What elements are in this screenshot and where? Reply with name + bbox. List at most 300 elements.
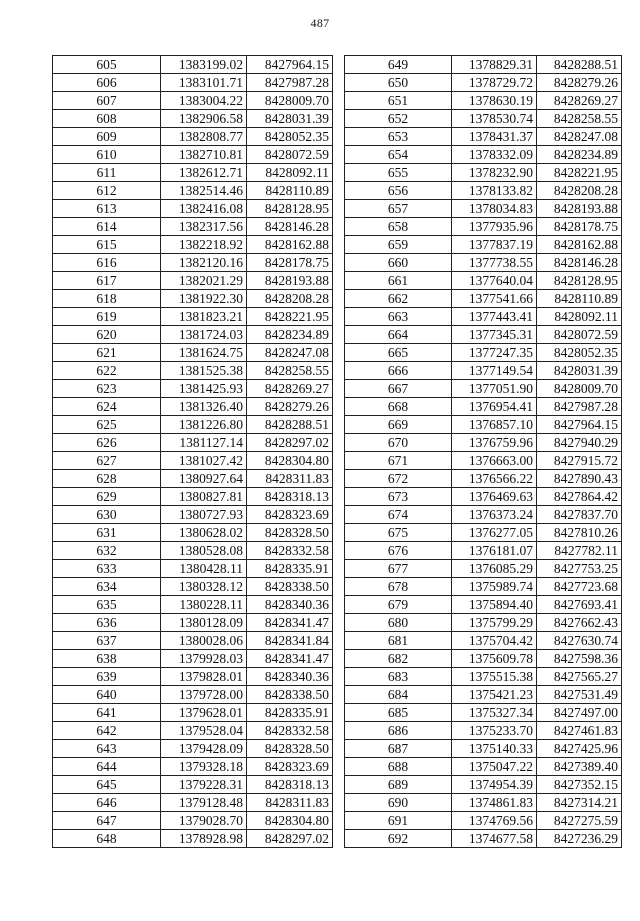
coordinate-y-cell: 8428258.55 xyxy=(247,362,333,380)
coordinate-x-cell: 1382218.92 xyxy=(161,236,247,254)
coordinate-x-cell: 1381027.42 xyxy=(161,452,247,470)
table-row xyxy=(53,434,333,452)
point-number-cell: 674 xyxy=(345,506,452,524)
point-number-cell: 654 xyxy=(345,146,452,164)
table-row xyxy=(345,146,622,164)
coordinate-x-cell: 1380328.12 xyxy=(161,578,247,596)
point-number-cell: 663 xyxy=(345,308,452,326)
point-number-cell: 664 xyxy=(345,326,452,344)
point-number-cell: 618 xyxy=(53,290,161,308)
point-number-cell: 635 xyxy=(53,596,161,614)
point-number-cell: 642 xyxy=(53,722,161,740)
point-number-cell: 657 xyxy=(345,200,452,218)
coordinate-x-cell: 1380628.02 xyxy=(161,524,247,542)
coordinate-y-cell: 8428318.13 xyxy=(247,776,333,794)
coordinate-y-cell: 8428279.26 xyxy=(247,398,333,416)
coordinate-y-cell: 8428332.58 xyxy=(247,542,333,560)
point-number-cell: 641 xyxy=(53,704,161,722)
coordinate-y-cell: 8428052.35 xyxy=(537,344,622,362)
point-number-cell: 645 xyxy=(53,776,161,794)
coordinate-y-cell: 8428052.35 xyxy=(247,128,333,146)
coordinate-y-cell: 8427352.15 xyxy=(537,776,622,794)
coordinate-x-cell: 1381326.40 xyxy=(161,398,247,416)
coordinate-y-cell: 8428221.95 xyxy=(537,164,622,182)
coordinate-x-cell: 1378133.82 xyxy=(452,182,537,200)
coordinate-x-cell: 1383004.22 xyxy=(161,92,247,110)
point-number-cell: 682 xyxy=(345,650,452,668)
point-number-cell: 651 xyxy=(345,92,452,110)
coordinate-y-cell: 8427915.72 xyxy=(537,452,622,470)
table-row xyxy=(53,758,333,776)
table-row xyxy=(345,110,622,128)
table-row xyxy=(345,596,622,614)
table-row xyxy=(53,362,333,380)
point-number-cell: 670 xyxy=(345,434,452,452)
table-row xyxy=(345,74,622,92)
coordinate-y-cell: 8427314.21 xyxy=(537,794,622,812)
coordinate-x-cell: 1382808.77 xyxy=(161,128,247,146)
table-row xyxy=(53,776,333,794)
point-number-cell: 639 xyxy=(53,668,161,686)
coordinate-x-cell: 1382317.56 xyxy=(161,218,247,236)
coordinate-y-cell: 8428341.47 xyxy=(247,650,333,668)
point-number-cell: 627 xyxy=(53,452,161,470)
coordinate-x-cell: 1375233.70 xyxy=(452,722,537,740)
coordinate-y-cell: 8427837.70 xyxy=(537,506,622,524)
coordinate-y-cell: 8427964.15 xyxy=(537,416,622,434)
coordinate-y-cell: 8427497.00 xyxy=(537,704,622,722)
coordinate-x-cell: 1375989.74 xyxy=(452,578,537,596)
point-number-cell: 680 xyxy=(345,614,452,632)
point-number-cell: 673 xyxy=(345,488,452,506)
table-row xyxy=(53,254,333,272)
point-number-cell: 684 xyxy=(345,686,452,704)
coordinate-y-cell: 8427810.26 xyxy=(537,524,622,542)
table-row xyxy=(345,434,622,452)
coordinate-y-cell: 8428009.70 xyxy=(537,380,622,398)
point-number-cell: 619 xyxy=(53,308,161,326)
coordinate-x-cell: 1376954.41 xyxy=(452,398,537,416)
table-row xyxy=(345,344,622,362)
coordinate-y-cell: 8428162.88 xyxy=(537,236,622,254)
table-row xyxy=(53,416,333,434)
table-row xyxy=(53,290,333,308)
coordinate-x-cell: 1379628.01 xyxy=(161,704,247,722)
table-row xyxy=(53,146,333,164)
coordinate-x-cell: 1376277.05 xyxy=(452,524,537,542)
point-number-cell: 662 xyxy=(345,290,452,308)
coordinate-y-cell: 8428328.50 xyxy=(247,524,333,542)
coordinate-y-cell: 8427236.29 xyxy=(537,830,622,848)
coordinate-y-cell: 8428178.75 xyxy=(537,218,622,236)
table-row xyxy=(345,416,622,434)
point-number-cell: 634 xyxy=(53,578,161,596)
coordinate-y-cell: 8428009.70 xyxy=(247,92,333,110)
coordinate-x-cell: 1377935.96 xyxy=(452,218,537,236)
coordinate-x-cell: 1380727.93 xyxy=(161,506,247,524)
point-number-cell: 681 xyxy=(345,632,452,650)
point-number-cell: 665 xyxy=(345,344,452,362)
table-row xyxy=(345,686,622,704)
table-row xyxy=(345,578,622,596)
table-row xyxy=(53,686,333,704)
point-number-cell: 607 xyxy=(53,92,161,110)
coordinate-x-cell: 1376857.10 xyxy=(452,416,537,434)
coordinate-x-cell: 1381922.30 xyxy=(161,290,247,308)
coordinate-x-cell: 1377051.90 xyxy=(452,380,537,398)
coordinate-x-cell: 1378332.09 xyxy=(452,146,537,164)
point-number-cell: 666 xyxy=(345,362,452,380)
coordinate-x-cell: 1378630.19 xyxy=(452,92,537,110)
coordinate-y-cell: 8428258.55 xyxy=(537,110,622,128)
coordinate-x-cell: 1374861.83 xyxy=(452,794,537,812)
coordinate-y-cell: 8427598.36 xyxy=(537,650,622,668)
table-row xyxy=(53,830,333,848)
coordinate-x-cell: 1382416.08 xyxy=(161,200,247,218)
table-row xyxy=(345,722,622,740)
table-row xyxy=(345,704,622,722)
table-row xyxy=(345,506,622,524)
coordinate-x-cell: 1375515.38 xyxy=(452,668,537,686)
table-row xyxy=(53,398,333,416)
coordinate-x-cell: 1381525.38 xyxy=(161,362,247,380)
coordinate-x-cell: 1375421.23 xyxy=(452,686,537,704)
coordinates-table-right-body xyxy=(345,56,622,848)
table-row xyxy=(53,200,333,218)
coordinate-y-cell: 8428297.02 xyxy=(247,434,333,452)
table-row xyxy=(53,452,333,470)
coordinate-x-cell: 1381226.80 xyxy=(161,416,247,434)
coordinate-y-cell: 8428338.50 xyxy=(247,578,333,596)
point-number-cell: 655 xyxy=(345,164,452,182)
point-number-cell: 622 xyxy=(53,362,161,380)
table-row xyxy=(345,236,622,254)
coordinate-x-cell: 1378928.98 xyxy=(161,830,247,848)
coordinate-x-cell: 1377247.35 xyxy=(452,344,537,362)
coordinate-y-cell: 8428178.75 xyxy=(247,254,333,272)
point-number-cell: 610 xyxy=(53,146,161,164)
coordinate-x-cell: 1383101.71 xyxy=(161,74,247,92)
point-number-cell: 679 xyxy=(345,596,452,614)
coordinate-x-cell: 1381127.14 xyxy=(161,434,247,452)
point-number-cell: 685 xyxy=(345,704,452,722)
table-row xyxy=(345,614,622,632)
table-row xyxy=(345,254,622,272)
point-number-cell: 668 xyxy=(345,398,452,416)
table-row xyxy=(53,74,333,92)
coordinate-y-cell: 8428304.80 xyxy=(247,812,333,830)
table-row xyxy=(53,380,333,398)
coordinate-x-cell: 1381624.75 xyxy=(161,344,247,362)
point-number-cell: 621 xyxy=(53,344,161,362)
coordinate-x-cell: 1377640.04 xyxy=(452,272,537,290)
point-number-cell: 690 xyxy=(345,794,452,812)
table-row xyxy=(53,542,333,560)
point-number-cell: 630 xyxy=(53,506,161,524)
coordinate-y-cell: 8428234.89 xyxy=(537,146,622,164)
coordinate-y-cell: 8428031.39 xyxy=(537,362,622,380)
point-number-cell: 661 xyxy=(345,272,452,290)
coordinate-y-cell: 8428311.83 xyxy=(247,470,333,488)
point-number-cell: 650 xyxy=(345,74,452,92)
point-number-cell: 676 xyxy=(345,542,452,560)
coordinate-x-cell: 1378034.83 xyxy=(452,200,537,218)
point-number-cell: 633 xyxy=(53,560,161,578)
coordinate-y-cell: 8427389.40 xyxy=(537,758,622,776)
table-row xyxy=(345,668,622,686)
coordinate-x-cell: 1379828.01 xyxy=(161,668,247,686)
table-row xyxy=(345,830,622,848)
table-row xyxy=(345,794,622,812)
table-row xyxy=(53,722,333,740)
coordinate-y-cell: 8427693.41 xyxy=(537,596,622,614)
coordinate-x-cell: 1378829.31 xyxy=(452,56,537,74)
coordinate-y-cell: 8427425.96 xyxy=(537,740,622,758)
point-number-cell: 614 xyxy=(53,218,161,236)
coordinate-x-cell: 1375609.78 xyxy=(452,650,537,668)
point-number-cell: 675 xyxy=(345,524,452,542)
coordinate-x-cell: 1376759.96 xyxy=(452,434,537,452)
coordinate-y-cell: 8428318.13 xyxy=(247,488,333,506)
table-row xyxy=(53,326,333,344)
table-row xyxy=(345,452,622,470)
coordinate-y-cell: 8428340.36 xyxy=(247,668,333,686)
coordinate-x-cell: 1379728.00 xyxy=(161,686,247,704)
coordinate-x-cell: 1377837.19 xyxy=(452,236,537,254)
table-row xyxy=(345,272,622,290)
point-number-cell: 660 xyxy=(345,254,452,272)
table-row xyxy=(345,758,622,776)
coordinate-x-cell: 1379928.03 xyxy=(161,650,247,668)
table-row xyxy=(345,740,622,758)
point-number-cell: 623 xyxy=(53,380,161,398)
table-row xyxy=(345,56,622,74)
coordinate-y-cell: 8428146.28 xyxy=(247,218,333,236)
coordinate-x-cell: 1378431.37 xyxy=(452,128,537,146)
coordinate-y-cell: 8427987.28 xyxy=(247,74,333,92)
coordinate-x-cell: 1377149.54 xyxy=(452,362,537,380)
table-row xyxy=(345,650,622,668)
coordinate-x-cell: 1375140.33 xyxy=(452,740,537,758)
point-number-cell: 656 xyxy=(345,182,452,200)
coordinate-x-cell: 1382514.46 xyxy=(161,182,247,200)
coordinate-x-cell: 1380827.81 xyxy=(161,488,247,506)
coordinate-y-cell: 8428092.11 xyxy=(537,308,622,326)
coordinate-y-cell: 8427940.29 xyxy=(537,434,622,452)
table-row xyxy=(345,632,622,650)
coordinate-y-cell: 8428335.91 xyxy=(247,704,333,722)
point-number-cell: 652 xyxy=(345,110,452,128)
coordinate-y-cell: 8428146.28 xyxy=(537,254,622,272)
coordinate-y-cell: 8428323.69 xyxy=(247,506,333,524)
coordinate-x-cell: 1375894.40 xyxy=(452,596,537,614)
point-number-cell: 677 xyxy=(345,560,452,578)
coordinate-x-cell: 1379128.48 xyxy=(161,794,247,812)
table-row xyxy=(53,344,333,362)
coordinate-y-cell: 8427662.43 xyxy=(537,614,622,632)
coordinate-y-cell: 8428128.95 xyxy=(247,200,333,218)
point-number-cell: 624 xyxy=(53,398,161,416)
point-number-cell: 617 xyxy=(53,272,161,290)
point-number-cell: 606 xyxy=(53,74,161,92)
coordinate-y-cell: 8428221.95 xyxy=(247,308,333,326)
table-row xyxy=(345,290,622,308)
coordinate-y-cell: 8428208.28 xyxy=(247,290,333,308)
coordinate-x-cell: 1379028.70 xyxy=(161,812,247,830)
coordinate-x-cell: 1377541.66 xyxy=(452,290,537,308)
table-row xyxy=(345,470,622,488)
coordinate-x-cell: 1381724.03 xyxy=(161,326,247,344)
coordinate-y-cell: 8428193.88 xyxy=(247,272,333,290)
coordinate-x-cell: 1379328.18 xyxy=(161,758,247,776)
table-row xyxy=(345,398,622,416)
table-row xyxy=(53,470,333,488)
coordinate-x-cell: 1376566.22 xyxy=(452,470,537,488)
coordinate-y-cell: 8427964.15 xyxy=(247,56,333,74)
point-number-cell: 638 xyxy=(53,650,161,668)
coordinate-x-cell: 1381823.21 xyxy=(161,308,247,326)
table-row xyxy=(345,218,622,236)
point-number-cell: 640 xyxy=(53,686,161,704)
table-row xyxy=(345,560,622,578)
table-row xyxy=(53,740,333,758)
point-number-cell: 653 xyxy=(345,128,452,146)
coordinate-y-cell: 8428269.27 xyxy=(247,380,333,398)
coordinate-x-cell: 1376469.63 xyxy=(452,488,537,506)
table-row xyxy=(53,794,333,812)
table-row xyxy=(345,488,622,506)
table-row xyxy=(345,380,622,398)
point-number-cell: 625 xyxy=(53,416,161,434)
point-number-cell: 636 xyxy=(53,614,161,632)
coordinate-x-cell: 1378232.90 xyxy=(452,164,537,182)
coordinate-x-cell: 1377345.31 xyxy=(452,326,537,344)
coordinate-y-cell: 8428092.11 xyxy=(247,164,333,182)
coordinate-y-cell: 8428279.26 xyxy=(537,74,622,92)
coordinate-x-cell: 1374954.39 xyxy=(452,776,537,794)
coordinate-x-cell: 1380927.64 xyxy=(161,470,247,488)
point-number-cell: 611 xyxy=(53,164,161,182)
table-row xyxy=(53,110,333,128)
point-number-cell: 688 xyxy=(345,758,452,776)
table-row xyxy=(53,812,333,830)
coordinate-y-cell: 8428311.83 xyxy=(247,794,333,812)
point-number-cell: 689 xyxy=(345,776,452,794)
coordinate-y-cell: 8427565.27 xyxy=(537,668,622,686)
coordinate-x-cell: 1376181.07 xyxy=(452,542,537,560)
table-row xyxy=(53,632,333,650)
coordinate-y-cell: 8428288.51 xyxy=(537,56,622,74)
coordinate-x-cell: 1379528.04 xyxy=(161,722,247,740)
table-row xyxy=(345,200,622,218)
table-row xyxy=(345,326,622,344)
coordinate-x-cell: 1382612.71 xyxy=(161,164,247,182)
coordinate-y-cell: 8427864.42 xyxy=(537,488,622,506)
coordinate-y-cell: 8428234.89 xyxy=(247,326,333,344)
coordinate-y-cell: 8428208.28 xyxy=(537,182,622,200)
table-row xyxy=(53,164,333,182)
table-row xyxy=(345,92,622,110)
coordinate-y-cell: 8428323.69 xyxy=(247,758,333,776)
table-row xyxy=(53,92,333,110)
point-number-cell: 631 xyxy=(53,524,161,542)
table-row xyxy=(345,182,622,200)
coordinate-x-cell: 1378530.74 xyxy=(452,110,537,128)
coordinate-y-cell: 8428338.50 xyxy=(247,686,333,704)
coordinate-y-cell: 8428247.08 xyxy=(537,128,622,146)
coordinate-y-cell: 8428072.59 xyxy=(537,326,622,344)
point-number-cell: 686 xyxy=(345,722,452,740)
point-number-cell: 646 xyxy=(53,794,161,812)
point-number-cell: 628 xyxy=(53,470,161,488)
coordinate-x-cell: 1382906.58 xyxy=(161,110,247,128)
point-number-cell: 678 xyxy=(345,578,452,596)
point-number-cell: 620 xyxy=(53,326,161,344)
coordinate-x-cell: 1375047.22 xyxy=(452,758,537,776)
coordinate-y-cell: 8428247.08 xyxy=(247,344,333,362)
point-number-cell: 605 xyxy=(53,56,161,74)
table-row xyxy=(345,308,622,326)
coordinates-table-left-body xyxy=(53,56,333,848)
point-number-cell: 671 xyxy=(345,452,452,470)
coordinate-y-cell: 8428332.58 xyxy=(247,722,333,740)
point-number-cell: 648 xyxy=(53,830,161,848)
coordinate-x-cell: 1379428.09 xyxy=(161,740,247,758)
coordinate-x-cell: 1380128.09 xyxy=(161,614,247,632)
table-row xyxy=(53,218,333,236)
point-number-cell: 667 xyxy=(345,380,452,398)
table-row xyxy=(53,596,333,614)
table-row xyxy=(53,560,333,578)
point-number-cell: 616 xyxy=(53,254,161,272)
coordinate-x-cell: 1379228.31 xyxy=(161,776,247,794)
coordinate-y-cell: 8427987.28 xyxy=(537,398,622,416)
table-row xyxy=(53,578,333,596)
coordinate-x-cell: 1377738.55 xyxy=(452,254,537,272)
point-number-cell: 613 xyxy=(53,200,161,218)
table-row xyxy=(53,650,333,668)
point-number-cell: 632 xyxy=(53,542,161,560)
table-row xyxy=(53,506,333,524)
coordinate-y-cell: 8427461.83 xyxy=(537,722,622,740)
coordinate-x-cell: 1374769.56 xyxy=(452,812,537,830)
coordinate-y-cell: 8428072.59 xyxy=(247,146,333,164)
coordinate-y-cell: 8428110.89 xyxy=(247,182,333,200)
coordinate-y-cell: 8428341.47 xyxy=(247,614,333,632)
coordinate-y-cell: 8428335.91 xyxy=(247,560,333,578)
coordinate-y-cell: 8427275.59 xyxy=(537,812,622,830)
point-number-cell: 672 xyxy=(345,470,452,488)
coordinate-y-cell: 8427531.49 xyxy=(537,686,622,704)
coordinate-x-cell: 1378729.72 xyxy=(452,74,537,92)
coordinate-y-cell: 8427630.74 xyxy=(537,632,622,650)
coordinate-y-cell: 8428340.36 xyxy=(247,596,333,614)
table-row xyxy=(345,524,622,542)
point-number-cell: 647 xyxy=(53,812,161,830)
coordinate-y-cell: 8428269.27 xyxy=(537,92,622,110)
point-number-cell: 608 xyxy=(53,110,161,128)
coordinates-table-left xyxy=(52,55,333,848)
coordinate-y-cell: 8428031.39 xyxy=(247,110,333,128)
coordinate-y-cell: 8427723.68 xyxy=(537,578,622,596)
table-row xyxy=(345,542,622,560)
point-number-cell: 692 xyxy=(345,830,452,848)
coordinate-x-cell: 1380028.06 xyxy=(161,632,247,650)
point-number-cell: 687 xyxy=(345,740,452,758)
coordinate-y-cell: 8428162.88 xyxy=(247,236,333,254)
point-number-cell: 659 xyxy=(345,236,452,254)
point-number-cell: 683 xyxy=(345,668,452,686)
